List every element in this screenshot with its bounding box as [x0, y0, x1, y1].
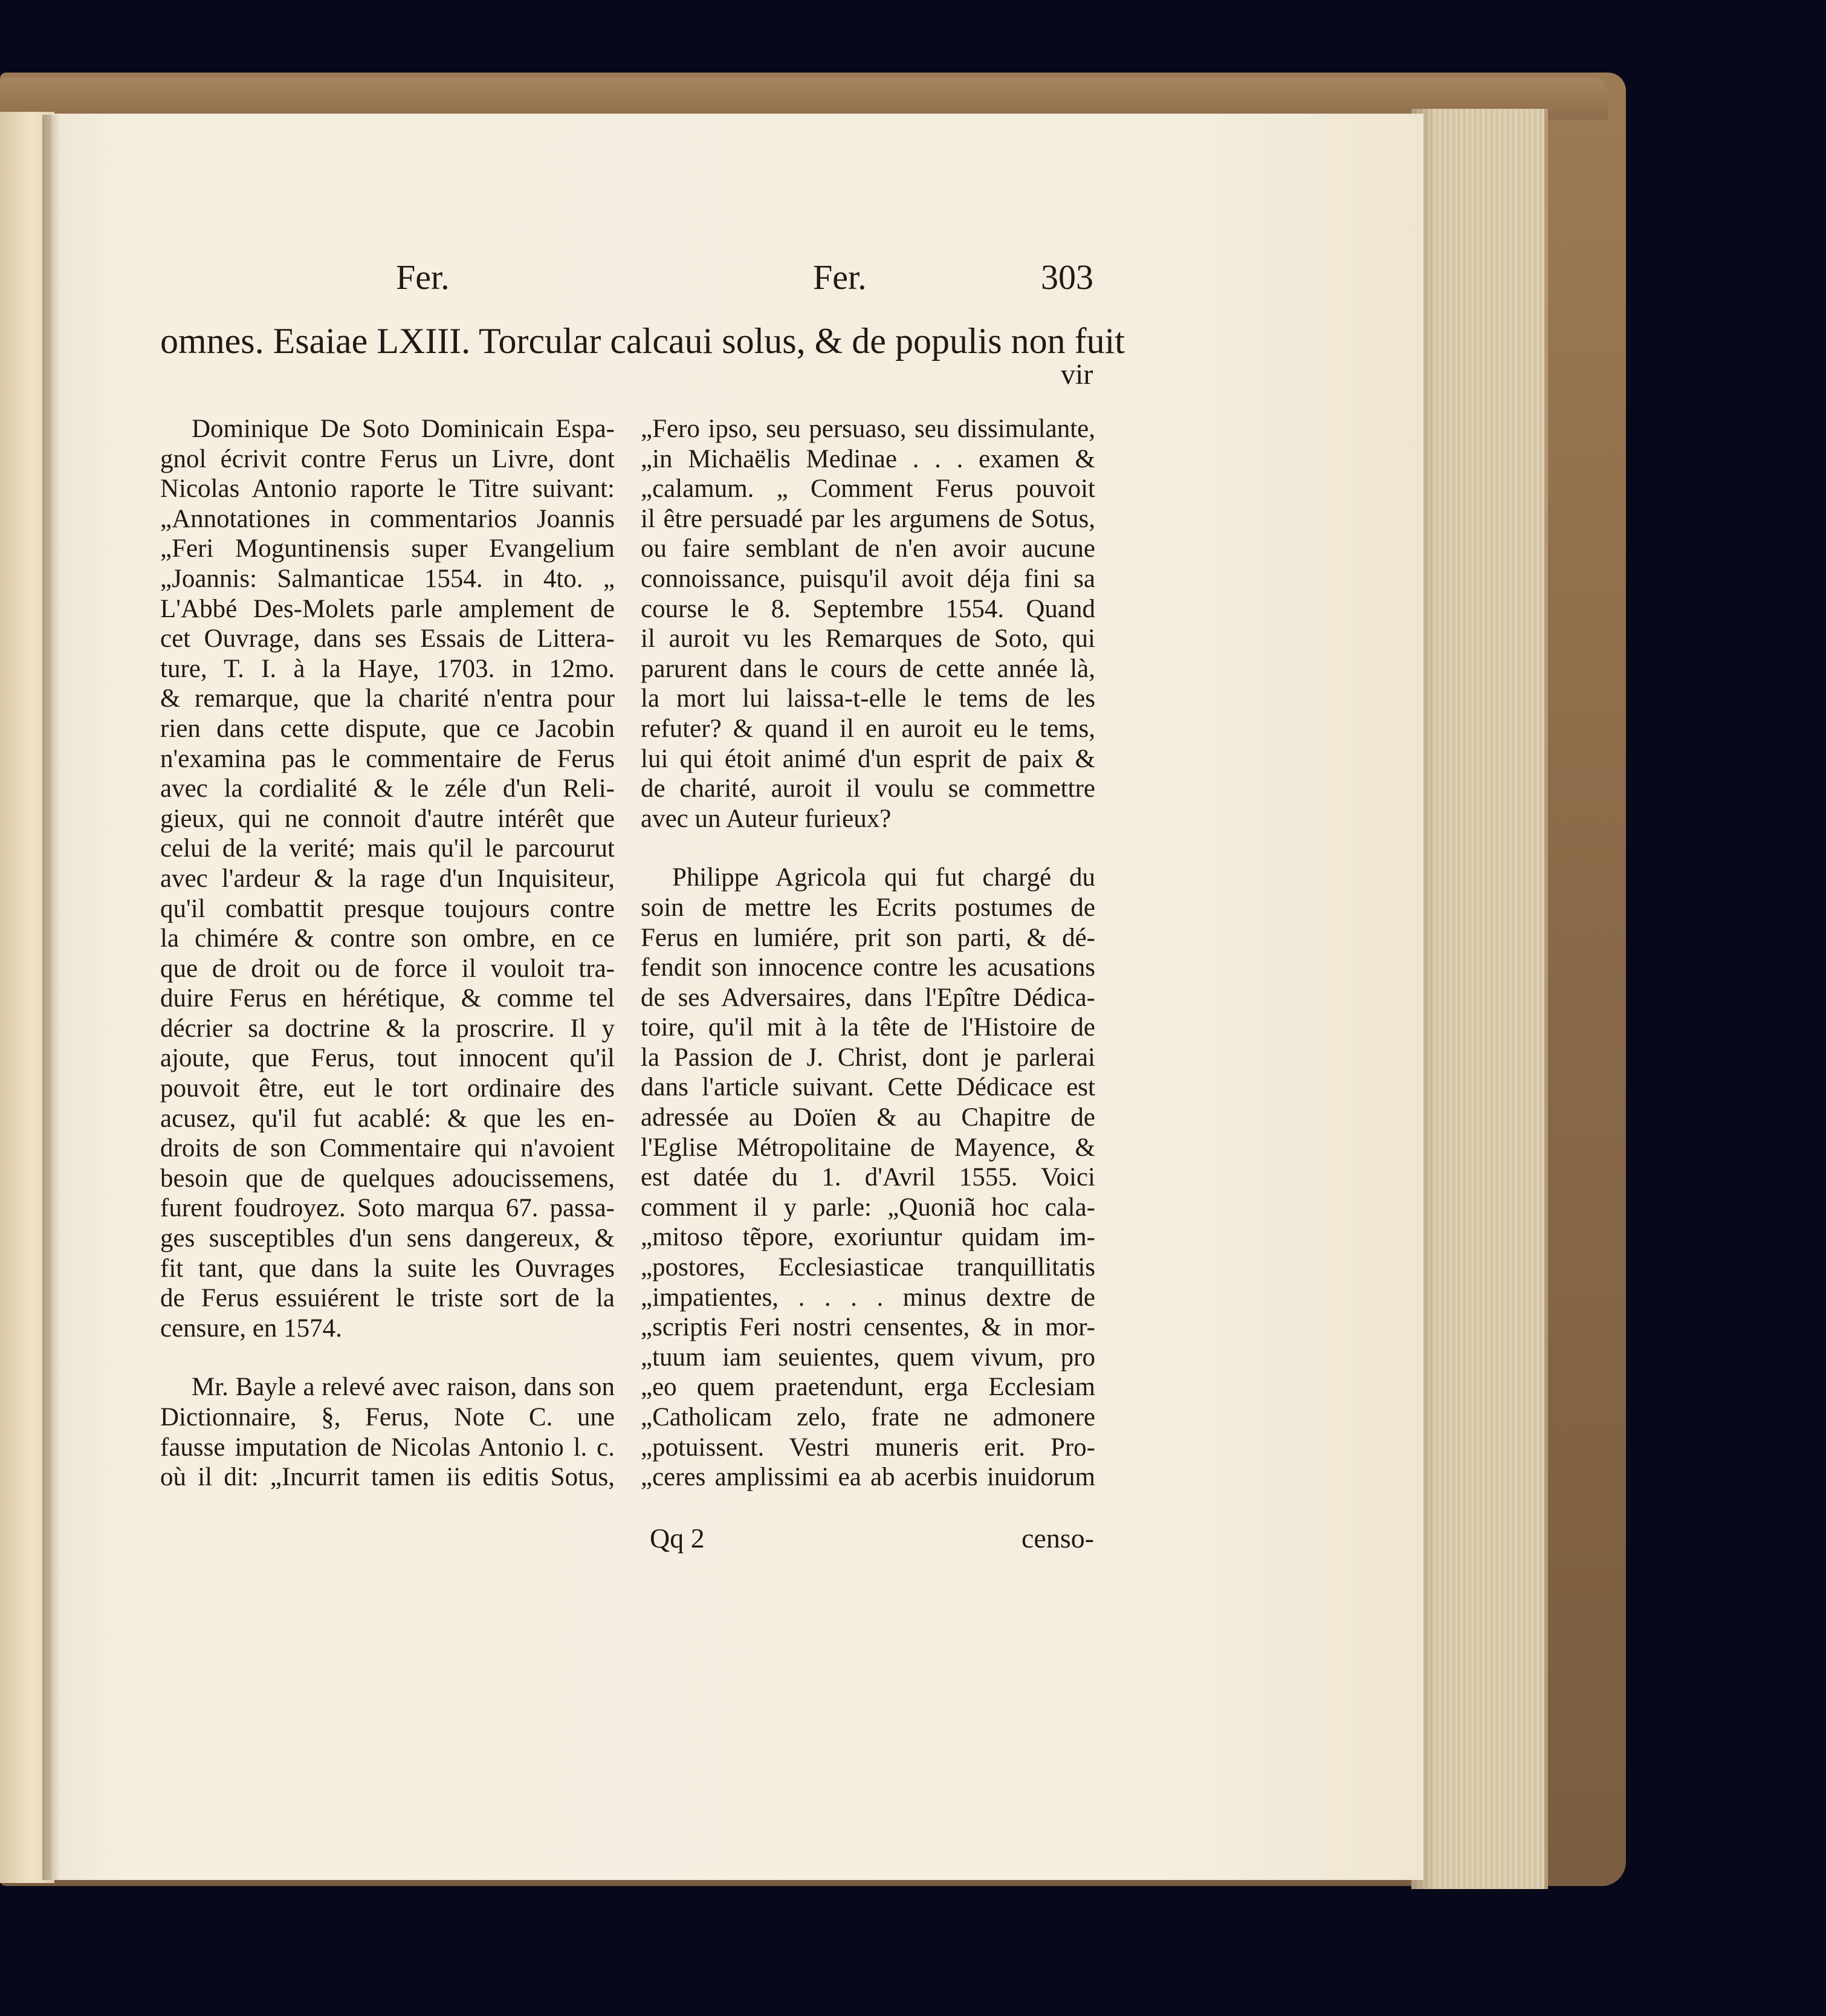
- text-line: parurent dans le cours de cette année là,: [641, 654, 1095, 683]
- text-line: Dictionnaire, §, Ferus, Note C. une: [160, 1403, 615, 1431]
- left-text-column: [160, 414, 615, 1493]
- text-line: duire Ferus en hérétique, & comme tel: [160, 984, 615, 1013]
- text-line: il être persuadé par les argumens de Sotus,: [641, 504, 1095, 533]
- text-line: gnol écrivit contre Ferus un Livre, dont: [160, 444, 615, 473]
- text-line: „postores, Ecclesiasticae tranquillitatis: [641, 1253, 1095, 1282]
- text-line: connoissance, puisqu'il avoit déja fini sa: [641, 564, 1095, 593]
- paragraph-gap: [160, 1343, 615, 1372]
- text-line: est datée du 1. d'Avril 1555. Voici: [641, 1163, 1095, 1192]
- text-line: „Feri Moguntinensis super Evangelium: [160, 534, 615, 563]
- text-line: adressée au Doïen & au Chapitre de: [641, 1103, 1095, 1132]
- text-line: ajoute, que Ferus, tout innocent qu'il: [160, 1044, 615, 1073]
- text-line: soin de mettre les Ecrits postumes de: [641, 893, 1095, 922]
- text-line: fit tant, que dans la suite les Ouvrages: [160, 1254, 615, 1283]
- title-continuation: vir: [1061, 358, 1093, 391]
- text-line: celui de la verité; mais qu'il le parcourut: [160, 834, 615, 863]
- text-line: Nicolas Antonio raporte le Titre suivant:: [160, 475, 615, 504]
- text-line: „Annotationes in commentarios Joannis: [160, 504, 615, 533]
- running-head-center: Fer.: [813, 258, 867, 297]
- text-line: & remarque, que la charité n'entra pour: [160, 684, 615, 713]
- text-line: besoin que de quelques adoucissemens,: [160, 1164, 615, 1193]
- text-line: de charité, auroit il voulu se commettre: [641, 774, 1095, 803]
- text-line: ges susceptibles d'un sens dangereux, &: [160, 1224, 615, 1253]
- text-line: rien dans cette dispute, que ce Jacobin: [160, 714, 615, 743]
- running-head-left: Fer.: [396, 258, 450, 297]
- text-line: gieux, qui ne connoit d'autre intérêt que: [160, 804, 615, 833]
- text-line: Mr. Bayle a relevé avec raison, dans son: [192, 1373, 615, 1402]
- text-line: furent foudroyez. Soto marqua 67. passa-: [160, 1194, 615, 1223]
- text-line: Dominique De Soto Dominicain Espa-: [192, 415, 615, 443]
- text-line: l'Eglise Métropolitaine de Mayence, &: [641, 1133, 1095, 1162]
- page-number: 303: [1041, 258, 1093, 297]
- text-line: avec un Auteur furieux?: [641, 804, 892, 833]
- text-line: acusez, qu'il fut acablé: & que les en-: [160, 1104, 615, 1133]
- text-line: „in Michaëlis Medinae . . . examen &: [641, 444, 1095, 473]
- text-line: „Fero ipso, seu persuaso, seu dissimulante,: [641, 415, 1095, 443]
- text-line: que de droit ou de force il vouloit tra-: [160, 954, 615, 983]
- text-line: Ferus en lumiére, prit son parti, & dé-: [641, 923, 1095, 952]
- text-line: „eo quem praetendunt, erga Ecclesiam: [641, 1373, 1095, 1402]
- text-line: „Catholicam zelo, frate ne admonere: [641, 1403, 1095, 1431]
- text-line: la mort lui laissa-t-elle le tems de les: [641, 684, 1095, 713]
- text-line: fendit son innocence contre les acusations: [641, 953, 1095, 982]
- text-line: il auroit vu les Remarques de Soto, qui: [641, 624, 1095, 653]
- text-line: ture, T. I. à la Haye, 1703. in 12mo.: [160, 654, 615, 683]
- text-line: „tuum iam seuientes, quem vivum, pro: [641, 1343, 1095, 1372]
- text-line: Philippe Agricola qui fut chargé du: [672, 863, 1095, 892]
- text-line: fausse imputation de Nicolas Antonio l. c.: [160, 1433, 615, 1462]
- text-line: „scriptis Feri nostri censentes, & in mor-: [641, 1313, 1095, 1342]
- text-line: de ses Adversaires, dans l'Epître Dédica-: [641, 983, 1095, 1012]
- title-line: omnes. Esaiae LXIII. Torcular calcaui solus, & de populis non fuit: [160, 321, 1125, 361]
- text-line: avec l'ardeur & la rage d'un Inquisiteur,: [160, 864, 615, 893]
- catchword: censo-: [1021, 1523, 1095, 1554]
- text-line: „potuissent. Vestri muneris erit. Pro-: [641, 1433, 1095, 1462]
- text-line: L'Abbé Des-Molets parle amplement de: [160, 594, 615, 623]
- text-line: toire, qu'il mit à la tête de l'Histoire de: [641, 1013, 1095, 1042]
- gutter-shadow: [42, 115, 60, 1880]
- text-line: refuter? & quand il en auroit eu le tems,: [641, 714, 1095, 743]
- text-line: „Joannis: Salmanticae 1554. in 4to. „: [160, 564, 615, 593]
- text-line: droits de son Commentaire qui n'avoient: [160, 1134, 615, 1163]
- paragraph-gap: [641, 834, 1095, 863]
- text-line: censure, en 1574.: [160, 1314, 342, 1343]
- right-text-column: [641, 414, 1095, 1493]
- text-line: comment il y parle: „Quoniã hoc cala-: [641, 1193, 1095, 1222]
- text-line: „impatientes, . . . . minus dextre de: [641, 1283, 1095, 1312]
- text-line: qu'il combattit presque toujours contre: [160, 894, 615, 923]
- text-line: ou faire semblant de n'en avoir aucune: [641, 534, 1095, 563]
- text-line: dans l'article suivant. Cette Dédicace est: [641, 1073, 1095, 1102]
- text-line: décrier sa doctrine & la proscrire. Il y: [160, 1014, 615, 1043]
- text-line: où il dit: „Incurrit tamen iis editis Sotus,: [160, 1463, 615, 1492]
- text-line: „mitoso tẽpore, exoriuntur quidam im-: [641, 1223, 1095, 1252]
- text-line: „ceres amplissimi ea ab acerbis inuidorum: [641, 1463, 1095, 1492]
- text-line: pouvoit être, eut le tort ordinaire des: [160, 1074, 615, 1103]
- text-line: la Passion de J. Christ, dont je parlerai: [641, 1043, 1095, 1072]
- signature-mark: Qq 2: [650, 1523, 705, 1554]
- text-line: de Ferus essuiérent le triste sort de la: [160, 1284, 615, 1313]
- text-line: cet Ouvrage, dans ses Essais de Littera-: [160, 624, 615, 653]
- text-line: lui qui étoit animé d'un esprit de paix &: [641, 744, 1095, 773]
- text-line: „calamum. „ Comment Ferus pouvoit: [641, 475, 1095, 504]
- text-line: avec la cordialité & le zéle d'un Reli-: [160, 774, 615, 803]
- text-line: n'examina pas le commentaire de Ferus: [160, 744, 615, 773]
- text-line: la chimére & contre son ombre, en ce: [160, 924, 615, 953]
- text-line: course le 8. Septembre 1554. Quand: [641, 594, 1095, 623]
